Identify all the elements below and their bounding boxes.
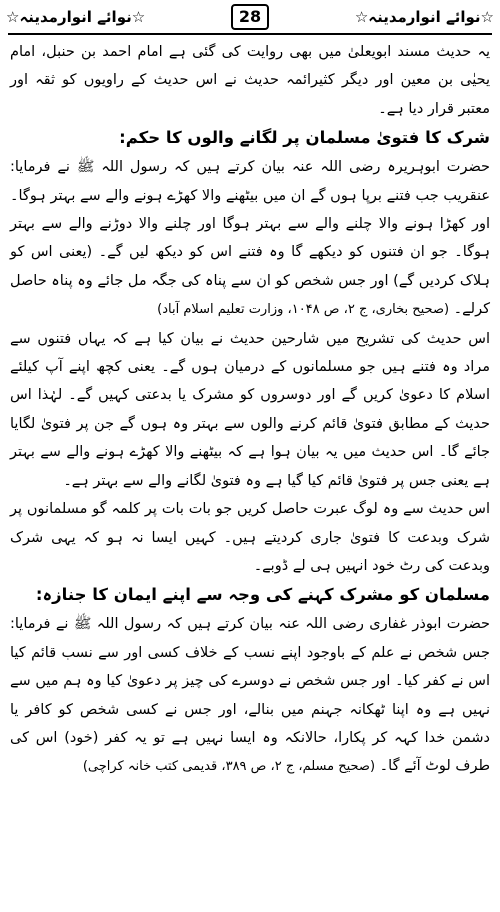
hadith-fitan-text: حضرت ابوہریرہ رضی اللہ عنہ بیان کرتے ہیں کہ رسول اللہ ﷺ نے فرمایا: عنقریب جب فتنے برپا ہوں گے ان میں بیٹھنے والا کھڑے ہونے والے سے بہتر ہوگا۔ اور کھڑا ہونے والا چلنے والے سے بہتر ہوگا اور چلنے والا دوڑنے والے سے بہتر ہوگا۔ جو ان فتنوں کو دیکھے گا وہ فتنے اس کو دیکھ لیں گے۔ (یعنی اس کو ہلاک کردیں گے) اور جس شخص کو ان سے پناہ کی جگہ مل جائے وہ پناہ حاصل کرلے۔ [10,159,490,318]
paragraph-lesson: اس حدیث سے وہ لوگ عبرت حاصل کریں جو بات بات پر کلمہ گو مسلمانوں پر شرک وبدعت کا فتویٰ جاری کردیتے ہیں۔ کہیں ایسا نہ ہو کہ یہی شرک وبدعت کی رٹ خود انہیں ہی لے ڈوبے۔ [10,501,490,574]
paragraph-hadith-abu-dharr [10,610,490,781]
reference-bukhari: (صحیح بخاری، ج ۲، ص ۱۰۴۸، وزارت تعلیم اسلام آباد) [157,302,450,318]
page-number: 28 [231,4,269,30]
page-header [0,2,500,32]
section-heading-takfir: مسلمان کو مشرک کہنے کی وجہ سے اپنے ایمان کا جنازہ: [35,585,490,605]
section-heading-shirk-fatwa: شرک کا فتویٰ مسلمان پر لگانے والوں کا حکم: [119,128,490,148]
page-body [10,38,490,782]
paragraph-explanation: اس حدیث کی تشریح میں شارحین حدیث نے بیان کیا ہے کہ یہاں فتنوں سے مراد وہ فتنے ہیں جو مسلمانوں کے درمیان ہوں گے۔ یعنی کچھ اپنے آپ کیلئے اسلام کا دعویٰ کریں گے اور دوسروں کو مشرک یا بدعتی کہیں گے۔ لہٰذا اس حدیث کے مطابق فتویٰ قائم کرنے والوں سے بہتر وہ ہوں گے جن پر فتویٰ لگایا جائے گا۔ اس حدیث میں یہ بیان ہوا ہے کہ بیٹھنے والا کھڑے ہونے والے سے بہتر ہے یعنی جس پر فتویٰ قائم کیا گیا ہے وہ فتویٰ لگانے والے سے بہتر ہے۔ [10,330,490,489]
paragraph-hadith-fitan [10,153,490,324]
reference-muslim: (صحیح مسلم، ج ۲، ص ۳۸۹، قدیمی کتب خانہ کراچی) [82,759,376,775]
header-title-left: ☆نوائے انوارمدینہ☆ [6,8,146,26]
header-title-right: ☆نوائے انوارمدینہ☆ [354,8,494,26]
paragraph-narrators: یہ حدیث مسند ابویعلیٰ میں بھی روایت کی گئی ہے امام احمد بن حنبل، امام یحیٰی بن معین اور دیگر کثیرائمہ حدیث نے اس حدیث کے راویوں کو ثقہ اور معتبر قرار دیا ہے۔ [10,44,490,117]
header-divider [8,33,492,35]
hadith-abu-dharr-text: حضرت ابوذر غفاری رضی اللہ عنہ بیان کرتے ہیں کہ رسول اللہ ﷺ نے فرمایا: جس شخص نے علم کے باوجود اپنے نسب کے خلاف کسی اور سے نسب قائم کیا اس نے کفر کیا۔ اور جس شخص نے دوسرے کی چیز پر دعویٰ کیا وہ ہم میں سے نہیں ہے وہ اپنا ٹھکانہ جہنم میں بنالے، اور جس نے کسی شخص کو کافر یا دشمن خدا کہہ کر پکارا، حالانکہ وہ ایسا نہیں ہے تو یہ کفر (خود) اس کی طرف لوٹ آئے گا۔ [10,616,490,775]
